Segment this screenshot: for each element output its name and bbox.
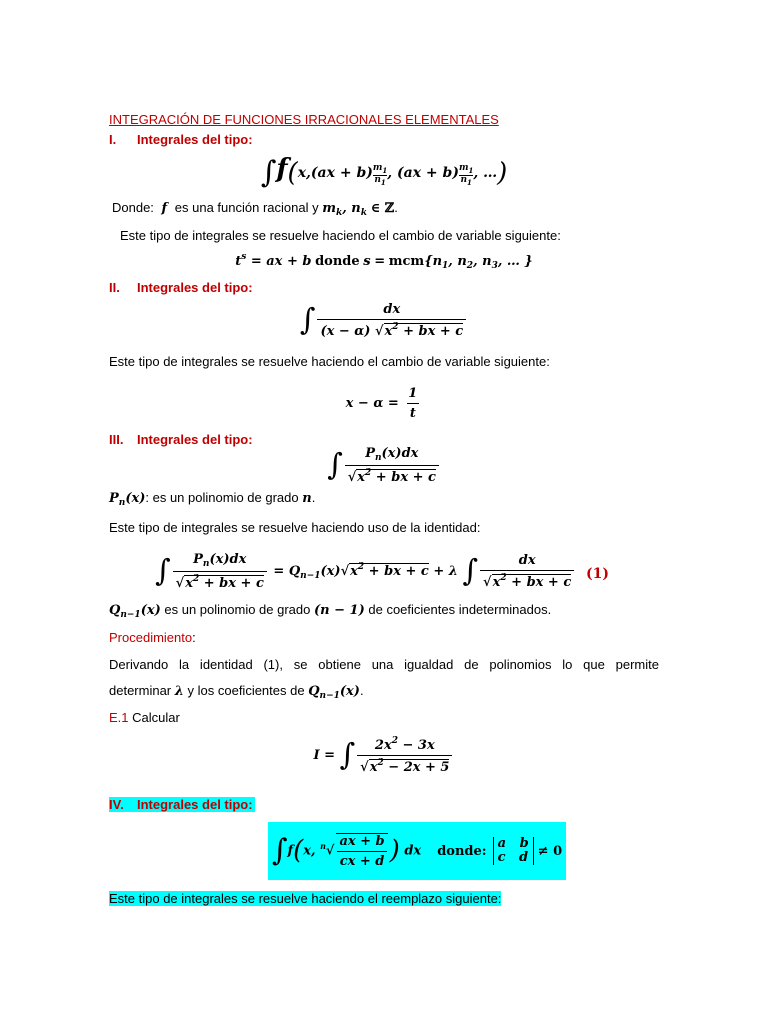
section-label: Integrales del tipo: [137,797,253,812]
equation-number: (1) [586,566,609,582]
page-title: INTEGRACIÓN DE FUNCIONES IRRACIONALES ELEMENTALES [109,112,499,127]
section-number: IV. [109,797,124,812]
procedimiento-line: Procedimiento: [109,630,196,645]
section-3-description: Este tipo de integrales se resuelve haciendo uso de la identidad: [109,520,481,535]
formula-3b: ∫ $\frac{P_n(x)dx}{√x^2 + bx + c}$ = $Q_{n-1}(x)√x^2$ + bx + c + λ ∫ $\frac{dx}{√x^2 + bx + c}$ [155,552,576,591]
donde-line: Donde: f es una función racional y $m_k$, $n_k$ ∈ ℤ. [112,200,398,218]
example-text: Calcular [132,710,180,725]
example-label: E.1 [109,710,129,725]
section-number: III. [109,432,124,447]
poly-line: $P_n(x)$: es un polinomio de grado n. [109,490,316,508]
section-3-heading [109,432,253,447]
procedimiento-label: Procedimiento [109,630,193,645]
section-label: Integrales del tipo: [137,432,253,447]
formula-3: ∫ $\frac{P_n(x)dx}{√x^2 + bx + c}$ [0,446,768,485]
formula-1: ∫f(x,(ax + b) $\frac{m_1}{n_1}$ , (ax + b) $\frac{m_1}{n_1}$ , …) [260,154,508,190]
formula-4: ∫f(x, $^n$√ $\frac{ax + b}{cx + d}$ ) dx donde: a b c d ≠ 0 [268,822,566,880]
example-line [109,710,180,725]
section-1-heading [109,132,253,147]
procedure-text-2: determinar λ y los coeficientes de $Q_{n-1}(x)$. [109,683,364,701]
donde-label: Donde: [112,200,154,215]
q-text: es un polinomio de grado [164,602,311,617]
procedure-text-1: Derivando la identidad (1), se obtiene una igualdad de polinomios lo que permite [109,657,659,672]
section-4-description: Este tipo de integrales se resuelve haciendo el reemplazo siguiente: [109,891,502,906]
q-text-2: de coeficientes indeterminados. [368,602,552,617]
example-formula: I = ∫ $\frac{2x^2 - 3x}{√x^2 - 2x + 5}$ [0,736,768,775]
section-number: I. [109,132,117,147]
section-label: Integrales del tipo: [137,132,253,147]
section-2-heading [109,280,253,295]
formula-2: ∫ $\frac{dx}{(x - \alpha) √x^2 + bx + c}$ [0,302,768,339]
formula-2b: x − α = $\frac{1}{t}$ [345,386,418,421]
donde-text: es una función racional y [174,200,319,215]
poly-text: : es un polinomio de grado [145,490,299,505]
section-2-description: Este tipo de integrales se resuelve haciendo el cambio de variable siguiente: [109,354,550,369]
section-1-description: Este tipo de integrales se resuelve haciendo el cambio de variable siguiente: [120,228,561,243]
q-line: $Q_{n-1}(x)$ es un polinomio de grado (n − 1) de coeficientes indeterminados. [109,602,552,620]
section-4-heading [109,797,255,812]
section-number: II. [109,280,120,295]
section-label: Integrales del tipo: [137,280,253,295]
formula-1b: $t^s$ = ax + b donde $s = mcm\{n_1$, $n_2$, $n_3$, … } [235,252,533,271]
